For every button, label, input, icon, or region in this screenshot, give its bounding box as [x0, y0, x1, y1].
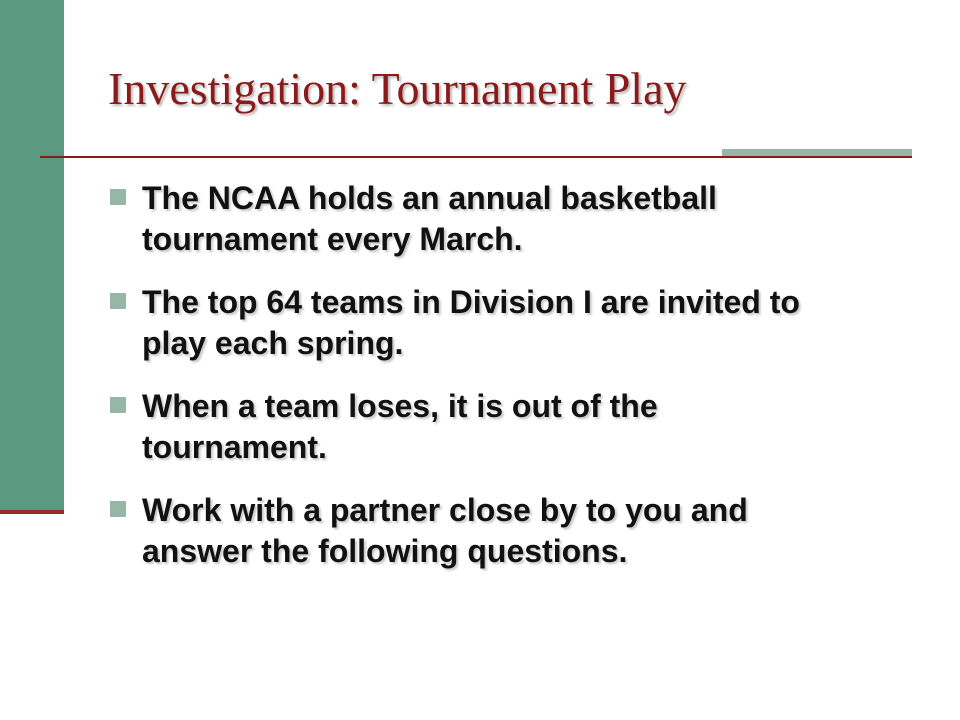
square-bullet-icon	[110, 397, 126, 413]
left-accent-band	[0, 0, 64, 512]
bullet-item	[110, 282, 850, 364]
bullet-text: When a team loses, it is out of the tournament.	[142, 388, 658, 465]
bullet-item	[110, 386, 850, 468]
title-divider-line	[40, 156, 912, 158]
slide-title: Investigation: Tournament Play	[108, 63, 687, 114]
left-accent-underline	[0, 510, 64, 514]
bullet-text: The top 64 teams in Division I are invited to play each spring.	[142, 284, 800, 361]
square-bullet-icon	[110, 189, 126, 205]
bullet-item	[110, 490, 850, 572]
bullet-list	[110, 178, 850, 594]
bullet-text: The NCAA holds an annual basketball tournament every March.	[142, 180, 717, 257]
bullet-text: Work with a partner close by to you and answer the following questions.	[142, 492, 748, 569]
bullet-item	[110, 178, 850, 260]
title-divider-accent	[722, 149, 912, 156]
square-bullet-icon	[110, 501, 126, 517]
square-bullet-icon	[110, 293, 126, 309]
